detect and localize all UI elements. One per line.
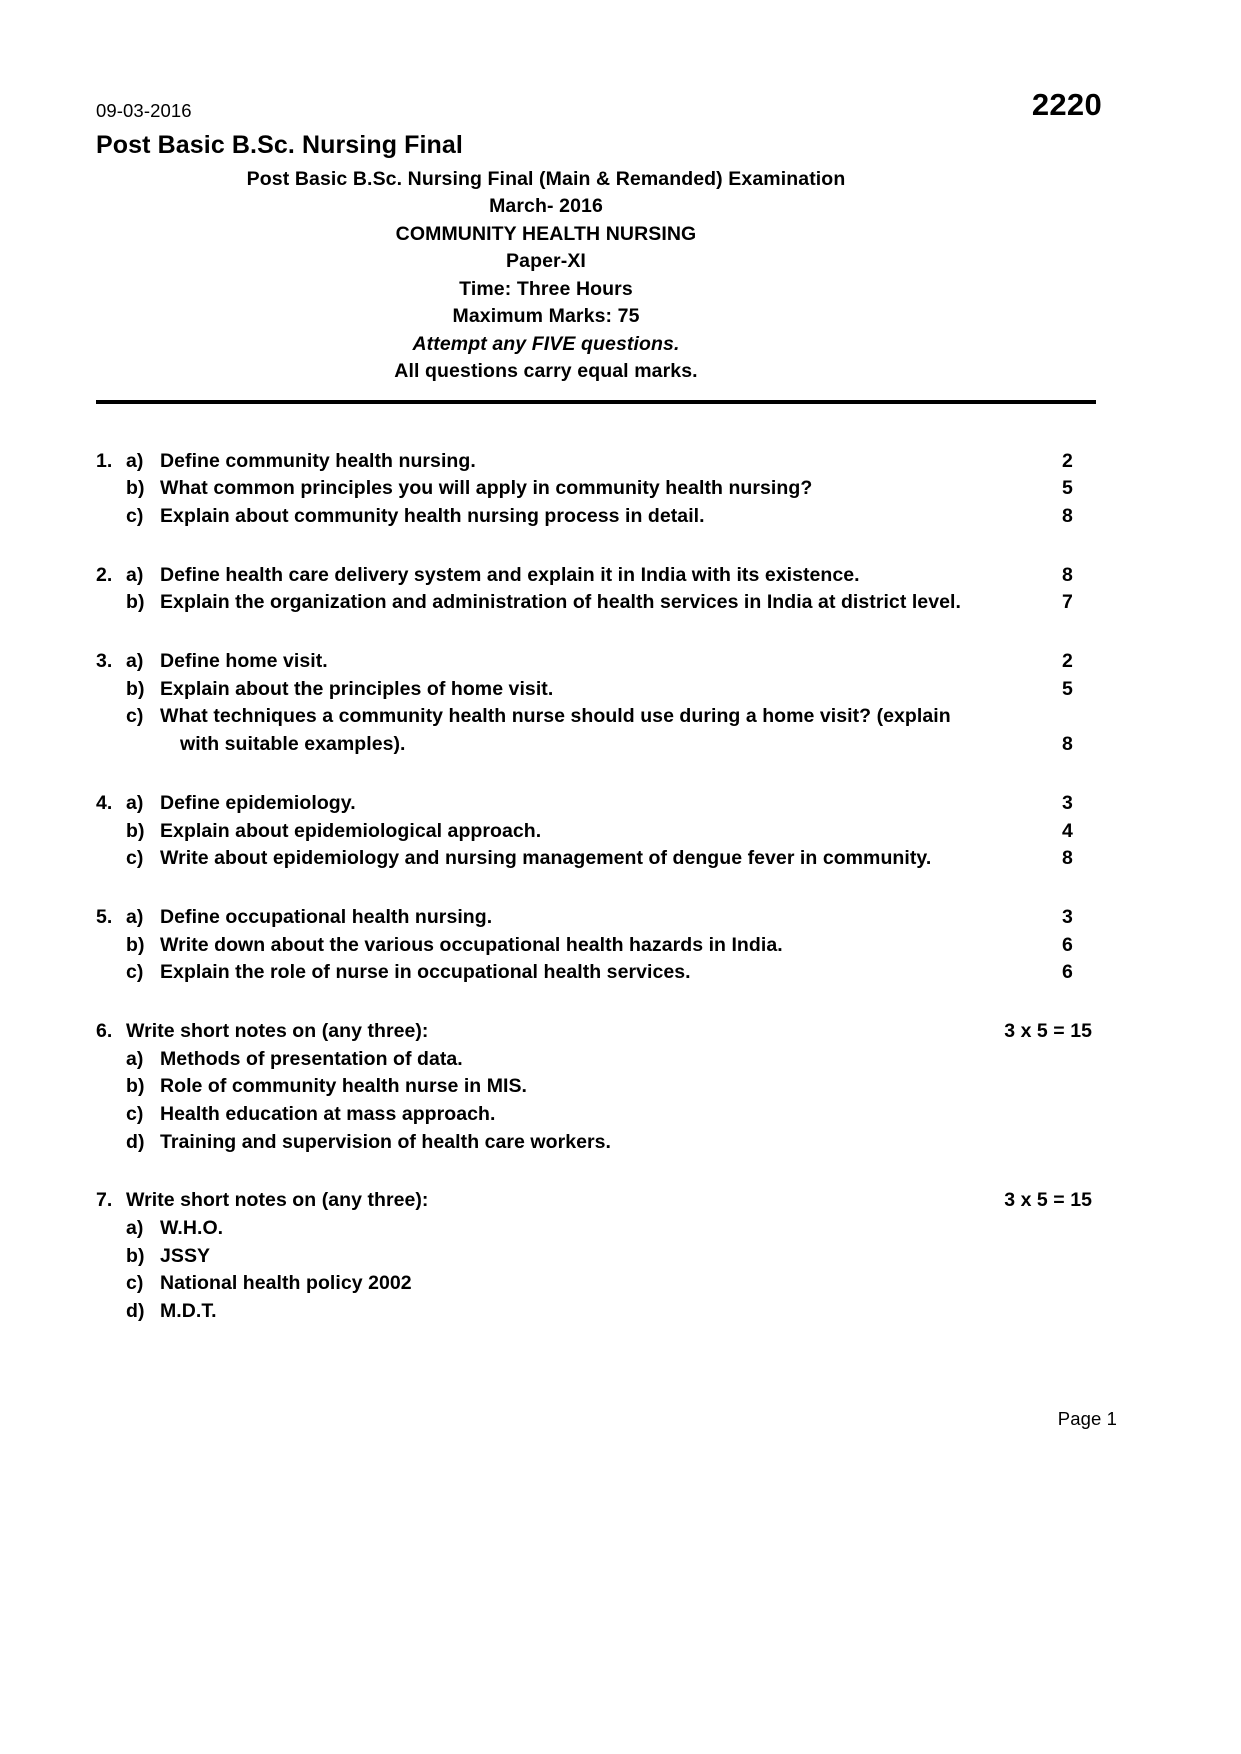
header-divider	[96, 400, 1096, 404]
question-part-line	[96, 503, 1096, 531]
question-part-text: Define epidemiology.	[160, 791, 356, 814]
question-part-label: a)	[126, 1217, 144, 1240]
question-part-line	[96, 845, 1096, 873]
question-group	[96, 648, 1096, 759]
question-part-label: c)	[126, 505, 144, 527]
course-title: Post Basic B.Sc. Nursing Final	[96, 131, 463, 159]
question-part-line	[96, 448, 1096, 476]
question-part-text: Explain about epidemiological approach.	[160, 819, 542, 842]
question-group	[96, 790, 1096, 873]
question-number: 6.	[96, 1019, 113, 1042]
question-part-text: W.H.O.	[160, 1217, 224, 1240]
question-part-label: b)	[126, 819, 145, 842]
question-part-text: Explain about community health nursing process in detail.	[160, 505, 705, 527]
document-topline	[96, 0, 1102, 122]
question-marks: 5	[1062, 677, 1073, 700]
question-number: 4.	[96, 791, 113, 814]
exam-header-block	[96, 166, 1096, 386]
question-part-label: b)	[126, 677, 145, 700]
question-marks: 2	[1062, 449, 1073, 472]
question-part-line	[96, 1046, 1096, 1074]
question-marks: 8	[1062, 847, 1073, 870]
question-part-text: Explain the organization and administration of health services in India at district level.	[160, 591, 961, 614]
question-part-line	[96, 904, 1096, 932]
question-part-text: Define home visit.	[160, 650, 328, 673]
question-marks: 4	[1062, 819, 1073, 842]
question-part-text: Write down about the various occupational health hazards in India.	[160, 933, 783, 956]
question-part-label: d)	[126, 1300, 145, 1323]
questions-list	[96, 448, 1096, 1326]
question-part-text: Write about epidemiology and nursing management of dengue fever in community.	[160, 847, 932, 870]
question-part-text: What common principles you will apply in community health nursing?	[160, 477, 813, 500]
question-marks: 2	[1062, 650, 1073, 673]
question-part-label: d)	[126, 1130, 145, 1153]
question-part-label: a)	[126, 563, 144, 586]
question-part-text: Health education at mass approach.	[160, 1103, 496, 1125]
question-part-text: Explain about the principles of home visit.	[160, 677, 554, 700]
question-group	[96, 1018, 1096, 1156]
question-marks: 3 x 5 = 15	[1004, 1019, 1092, 1042]
question-marks: 8	[1062, 733, 1073, 756]
question-part-label: c)	[126, 847, 144, 870]
question-part-line	[96, 1073, 1096, 1101]
question-part-text: Explain the role of nurse in occupational health services.	[160, 961, 691, 984]
question-part-label: b)	[126, 477, 145, 500]
question-part-line	[96, 731, 1096, 759]
question-part-line	[96, 959, 1096, 987]
question-part-line	[96, 1270, 1096, 1298]
question-part-label: c)	[126, 1103, 144, 1125]
question-part-label: b)	[126, 1075, 145, 1098]
question-group	[96, 562, 1096, 617]
question-number: 3.	[96, 650, 113, 673]
question-part-text: JSSY	[160, 1244, 211, 1267]
question-marks: 8	[1062, 505, 1073, 527]
question-part-text: Define occupational health nursing.	[160, 905, 493, 928]
question-marks: 3	[1062, 905, 1073, 928]
exam-header-line: Time: Three Hours	[459, 277, 633, 300]
question-part-line	[96, 818, 1096, 846]
question-part-line	[96, 648, 1096, 676]
question-part-line	[96, 790, 1096, 818]
question-part-label: c)	[126, 961, 144, 984]
question-marks: 3 x 5 = 15	[1004, 1189, 1092, 1212]
exam-header-line: All questions carry equal marks.	[394, 360, 698, 383]
question-number: 5.	[96, 905, 113, 928]
exam-header-line: Paper-XI	[506, 250, 586, 273]
question-part-label: b)	[126, 933, 145, 956]
question-part-line	[96, 1101, 1096, 1129]
question-part-text: with suitable examples).	[180, 733, 406, 756]
question-part-line	[96, 1298, 1096, 1326]
question-marks: 8	[1062, 563, 1073, 586]
question-part-text: M.D.T.	[160, 1300, 217, 1323]
question-part-line	[96, 562, 1096, 590]
question-part-text: Methods of presentation of data.	[160, 1047, 463, 1070]
question-marks: 5	[1062, 477, 1073, 500]
question-part-text: National health policy 2002	[160, 1272, 412, 1295]
exam-header-line: March- 2016	[489, 195, 603, 218]
question-group	[96, 448, 1096, 531]
exam-header-line: Post Basic B.Sc. Nursing Final (Main & Remanded) Examination	[246, 167, 846, 190]
question-part-text: Define community health nursing.	[160, 449, 476, 472]
exam-code: 2220	[1031, 87, 1102, 122]
question-part-text: Role of community health nurse in MIS.	[160, 1075, 528, 1098]
exam-header-line: Maximum Marks: 75	[452, 305, 640, 328]
exam-header-line: COMMUNITY HEALTH NURSING	[395, 222, 697, 245]
page-footer: Page 1	[1057, 1408, 1117, 1429]
page-content	[96, 0, 1102, 1357]
question-part-line	[96, 589, 1096, 617]
exam-header-line: Attempt any FIVE questions.	[412, 332, 680, 355]
question-part-label: a)	[126, 905, 144, 928]
question-part-text: What techniques a community health nurse should use during a home visit? (explain	[160, 705, 951, 728]
question-part-label: b)	[126, 591, 145, 614]
question-number: 1.	[96, 449, 113, 472]
exam-date: 09-03-2016	[96, 99, 192, 121]
question-marks: 6	[1062, 961, 1073, 984]
question-heading-text: Write short notes on (any three):	[126, 1019, 429, 1042]
question-part-text: Training and supervision of health care workers.	[160, 1130, 612, 1153]
question-part-line	[96, 703, 1096, 731]
question-group	[96, 1187, 1096, 1325]
question-heading-text: Write short notes on (any three):	[126, 1189, 429, 1212]
question-part-label: a)	[126, 1047, 144, 1070]
question-part-line	[96, 1243, 1096, 1271]
question-number: 7.	[96, 1189, 113, 1212]
question-group	[96, 904, 1096, 987]
question-part-line	[96, 1215, 1096, 1243]
question-heading-line	[96, 1018, 1096, 1046]
question-part-line	[96, 475, 1096, 503]
question-part-label: c)	[126, 1272, 144, 1295]
question-part-line	[96, 676, 1096, 704]
question-part-label: c)	[126, 705, 144, 728]
question-part-label: a)	[126, 449, 144, 472]
question-marks: 7	[1062, 591, 1073, 614]
question-part-line	[96, 1129, 1096, 1157]
question-marks: 6	[1062, 933, 1073, 956]
question-part-label: a)	[126, 791, 144, 814]
question-part-label: a)	[126, 650, 144, 673]
question-heading-line	[96, 1187, 1096, 1215]
question-marks: 3	[1062, 791, 1073, 814]
question-part-line	[96, 932, 1096, 960]
question-number: 2.	[96, 563, 113, 586]
question-part-label: b)	[126, 1244, 145, 1267]
question-part-text: Define health care delivery system and explain it in India with its existence.	[160, 563, 860, 586]
